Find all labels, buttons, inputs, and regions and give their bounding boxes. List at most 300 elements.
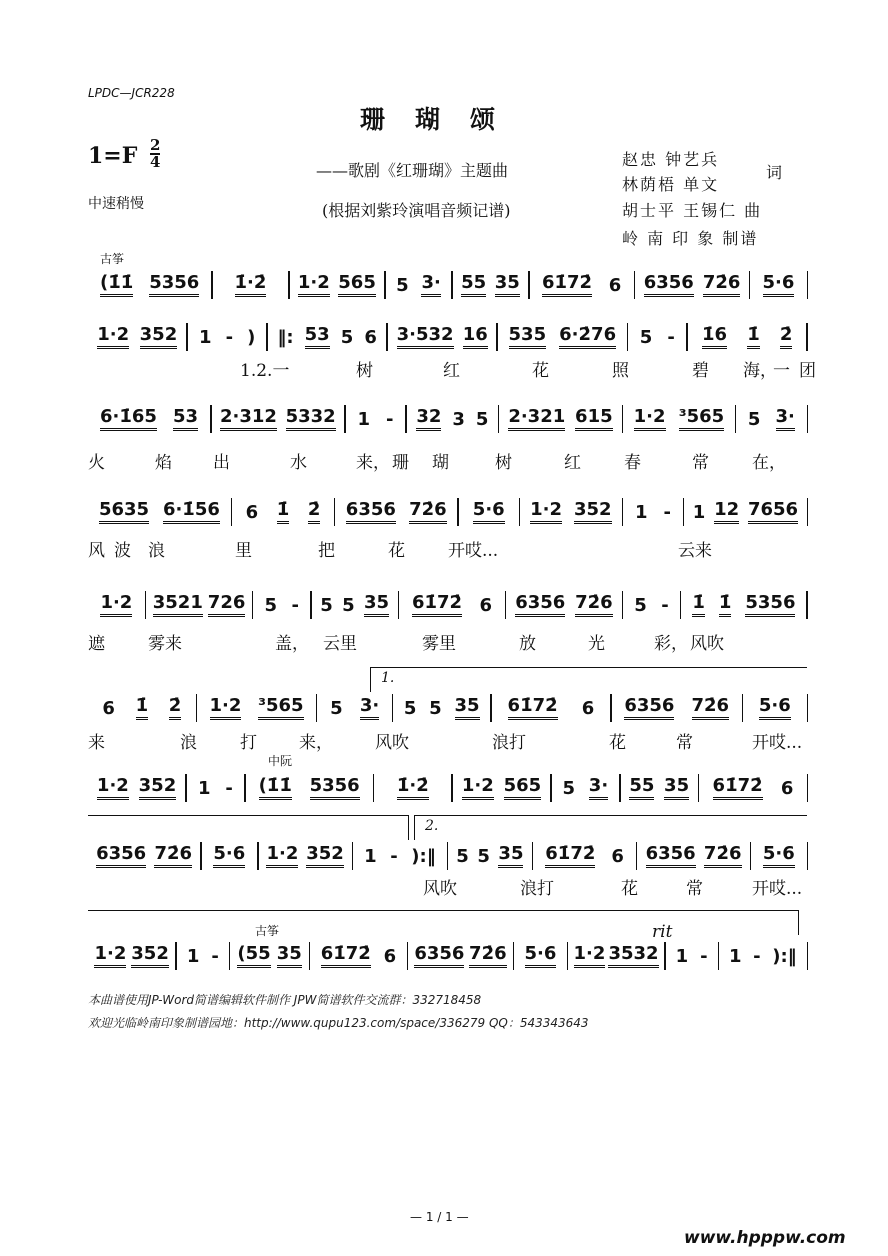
note-group: 352 xyxy=(140,325,178,349)
lyric-syllable: 花 xyxy=(621,879,638,899)
measure xyxy=(637,844,749,868)
site-watermark: www.hpppw.com xyxy=(684,1228,846,1248)
lyric-syllable: 瑚 xyxy=(432,453,449,473)
measure xyxy=(681,593,806,617)
note-group: 55 xyxy=(461,273,486,297)
lyric-syllable: 珊 xyxy=(392,453,409,473)
measure xyxy=(312,593,398,617)
note-group: 6 xyxy=(581,697,595,719)
note-group: 6 xyxy=(608,274,622,296)
lyric-syllable: 在， xyxy=(752,453,786,473)
note-group: 1 xyxy=(692,501,706,523)
note-group: 1 xyxy=(357,408,371,430)
lyric-syllable: 碧 xyxy=(692,361,709,381)
measure xyxy=(213,273,288,297)
lyric-syllable: 团 xyxy=(799,361,816,381)
measure xyxy=(623,502,683,523)
note-group: 35 xyxy=(498,844,523,868)
lyric-syllable: 打 xyxy=(240,733,257,753)
note-group: 2̇ xyxy=(780,325,793,349)
lyric-syllable: 光 xyxy=(588,634,605,654)
barline xyxy=(807,774,809,802)
note-group: 6 xyxy=(102,697,115,719)
measure xyxy=(408,944,513,968)
note-group: 72̇6 xyxy=(575,593,613,617)
tempo-marking: 中速稍慢 xyxy=(88,196,144,212)
measure xyxy=(335,500,457,524)
lyric-syllable: 常 xyxy=(692,453,709,473)
measure xyxy=(684,500,806,524)
measure xyxy=(88,325,186,349)
measure xyxy=(230,944,309,968)
measure xyxy=(88,593,145,617)
measure xyxy=(530,273,634,297)
measure xyxy=(448,844,532,868)
measure xyxy=(506,593,621,617)
lyric-syllable: 浪 xyxy=(148,541,165,561)
note-group: 1·2 xyxy=(97,325,129,349)
note-group: 1·2 xyxy=(97,776,129,800)
note-group: 53 xyxy=(305,325,330,349)
lyric-syllable: 风吹 xyxy=(423,879,457,899)
lyric-syllable: 云里 xyxy=(323,634,357,654)
lyric-syllable: 照 xyxy=(612,361,629,381)
note-group: 2·312 xyxy=(220,407,277,431)
volta-2-bracket xyxy=(414,815,807,840)
note-group: 5·6 xyxy=(759,696,791,720)
measure xyxy=(232,500,333,524)
note-group: - xyxy=(390,845,398,867)
measure xyxy=(498,325,627,349)
measure xyxy=(399,593,505,617)
note-group: - xyxy=(661,594,669,616)
measure xyxy=(621,776,698,800)
measure xyxy=(88,500,231,524)
note-group: 12 xyxy=(714,500,739,524)
note-group: 35 xyxy=(495,273,520,297)
measure xyxy=(253,595,310,616)
footer-software: 本曲谱使用JP-Word简谱编辑软件制作 JPW简谱软件交流群：332718458 xyxy=(88,993,482,1007)
key-signature: 1=F xyxy=(88,143,138,169)
instrument-label-guzheng-2: 古筝 xyxy=(255,924,280,938)
volta-2-label: 2. xyxy=(425,818,439,834)
measure xyxy=(88,407,210,431)
lyric-syllable: 风吹 xyxy=(690,634,724,654)
note-group: 6356 xyxy=(414,944,464,968)
note-group: 1̇·2̇ xyxy=(235,273,267,297)
note-group: 6356 xyxy=(96,844,146,868)
note-group: 1̇ xyxy=(277,500,290,524)
note-group: 615 xyxy=(575,407,613,431)
note-group: 1 xyxy=(675,945,689,967)
lyric-label: 词 xyxy=(766,163,785,182)
note-group: 3· xyxy=(589,776,608,800)
note-group: 35 xyxy=(664,776,689,800)
lyric-syllable: 来， xyxy=(299,733,333,753)
note-group: 53 xyxy=(173,407,198,431)
measure xyxy=(688,325,807,349)
note-group: - xyxy=(291,594,299,616)
note-group: 72̇6 xyxy=(692,696,730,720)
note-group: 1̇ xyxy=(747,325,760,349)
note-group: 6356 xyxy=(644,273,694,297)
note-group: ³565 xyxy=(679,407,724,431)
instrument-label-zhongruan: 中阮 xyxy=(268,754,293,768)
note-group: - xyxy=(225,777,233,799)
score-line xyxy=(88,693,808,723)
note-group: 5 xyxy=(403,697,417,719)
volta-1-label: 1. xyxy=(381,670,395,686)
score-line xyxy=(88,773,808,803)
lyric-syllable: 放 xyxy=(519,634,536,654)
measure xyxy=(259,844,352,868)
note-group: 1 xyxy=(186,945,200,967)
lyric-syllable: 来， xyxy=(356,453,390,473)
measure xyxy=(750,273,806,297)
note-group: 61̇72̇ xyxy=(321,944,371,968)
note-group: 1·2 xyxy=(266,844,298,868)
note-group: 3· xyxy=(421,273,440,297)
instrument-label-guzheng: 古筝 xyxy=(100,252,125,266)
note-group: 1 xyxy=(728,945,742,967)
note-group: 1̇ xyxy=(136,696,149,720)
note-group: - xyxy=(385,408,394,430)
note-group: 72̇6 xyxy=(409,500,447,524)
rit-marking: rit xyxy=(652,922,673,942)
score-code: LPDC—JCR228 xyxy=(88,86,175,100)
barline xyxy=(806,591,808,619)
note-group: 6·1̇56 xyxy=(163,500,220,524)
note-group: 5 xyxy=(747,408,761,430)
barline xyxy=(807,694,809,722)
lyricists-2: 林荫梧 单文 xyxy=(622,175,720,194)
measure xyxy=(628,327,686,348)
note-group: 6356 xyxy=(346,500,396,524)
note-group: 1·2 xyxy=(634,407,666,431)
lyric-syllable: 开哎... xyxy=(448,541,499,561)
lyric-syllable: 红 xyxy=(564,453,581,473)
note-group: - xyxy=(211,945,219,967)
note-group: 72̇6 xyxy=(154,844,192,868)
measure xyxy=(453,273,528,297)
lyric-syllable: 树 xyxy=(356,361,373,381)
subtitle: ——歌剧《红珊瑚》主题曲 xyxy=(316,161,509,180)
note-group: (1̇1̇ xyxy=(259,776,292,800)
note-group: 352 xyxy=(306,844,344,868)
note-group: 61̇72̇ xyxy=(713,776,763,800)
time-signature xyxy=(150,138,160,170)
measure xyxy=(177,946,229,967)
lyric-syllable: 浪 xyxy=(180,733,197,753)
note-group: 61̇72̇ xyxy=(412,593,462,617)
note-group: 5 xyxy=(475,408,489,430)
time-bottom: 4 xyxy=(150,153,161,171)
note-group: 1 xyxy=(199,326,212,348)
note-group: 2·321 xyxy=(508,407,565,431)
transcriber: 岭 南 印 象 制谱 xyxy=(622,229,759,248)
lyric-syllable: 常 xyxy=(686,879,703,899)
measure xyxy=(88,696,196,720)
note-group: 6 xyxy=(780,777,794,799)
note-group: 5 xyxy=(477,845,490,867)
lyric-syllable: 红 xyxy=(443,361,460,381)
note-group: 3·532 xyxy=(397,325,454,349)
note-group: 1̇6 xyxy=(702,325,727,349)
note-group: 5·6 xyxy=(473,500,505,524)
measure xyxy=(393,696,490,720)
lyric-syllable: 盖， xyxy=(275,634,309,654)
note-group: 55 xyxy=(629,776,654,800)
note-group: 6356 xyxy=(515,593,565,617)
measure xyxy=(459,500,519,524)
note-group: 5·6 xyxy=(763,273,795,297)
note-group: (55 xyxy=(237,944,270,968)
lyric-syllable: 浪打 xyxy=(520,879,554,899)
note-group: 3· xyxy=(776,407,795,431)
lyric-syllable: 常 xyxy=(676,733,693,753)
transcription-note: (根据刘紫玲演唱音频记谱) xyxy=(322,201,511,220)
barline xyxy=(806,323,808,351)
note-group: 1̇ xyxy=(692,593,705,617)
note-group: 72̇6 xyxy=(703,273,741,297)
song-title: 珊瑚颂 xyxy=(360,105,526,134)
barline xyxy=(807,942,809,970)
note-group: 1·2 xyxy=(210,696,242,720)
note-group: 3521 xyxy=(153,593,203,617)
note-group: 5 xyxy=(320,594,333,616)
footer-website: 欢迎光临岭南印象制谱园地：http://www.qupu123.com/space/336279 QQ：543343643 xyxy=(88,1016,589,1030)
lyric-syllable: 花 xyxy=(388,541,405,561)
note-group: 3 xyxy=(452,408,465,430)
measure xyxy=(623,407,735,431)
note-group: 5 xyxy=(562,777,576,799)
note-group: 61̇72̇ xyxy=(545,844,595,868)
note-group: 72̇6 xyxy=(704,844,742,868)
note-group: ):‖ xyxy=(772,945,797,967)
lyric-syllable: 花 xyxy=(532,361,549,381)
note-group: - xyxy=(663,501,671,523)
lyric-syllable: 春 xyxy=(624,453,641,473)
note-group: 3532 xyxy=(608,944,658,968)
note-group: 5·6 xyxy=(213,844,245,868)
measure xyxy=(533,844,636,868)
note-group: - xyxy=(225,326,234,348)
measure xyxy=(88,776,185,800)
lyric-syllable: 浪打 xyxy=(492,733,526,753)
note-group: 352 xyxy=(139,776,177,800)
note-group: 5 xyxy=(396,274,409,296)
measure xyxy=(666,946,718,967)
lyric-syllable: 出 xyxy=(213,453,230,473)
measure xyxy=(374,776,451,800)
note-group: 726 xyxy=(208,593,246,617)
note-group: 1·2 xyxy=(462,776,494,800)
lyric-syllable: 遮 xyxy=(88,634,105,654)
lyricists-1: 赵忠 钟艺兵 xyxy=(622,150,720,169)
note-group: 32 xyxy=(416,407,441,431)
note-group: 35 xyxy=(277,944,302,968)
note-group: ³565 xyxy=(258,696,303,720)
note-group: 5·6 xyxy=(525,944,557,968)
note-group: 5 xyxy=(330,697,343,719)
lyric-syllable: 波 xyxy=(114,541,131,561)
note-group: 35 xyxy=(455,696,480,720)
note-group: 5 xyxy=(342,594,355,616)
note-group: 1̇ xyxy=(719,593,732,617)
measure xyxy=(623,595,680,616)
note-group: 5332 xyxy=(286,407,336,431)
note-group: 1̇·2̇ xyxy=(397,776,429,800)
measure xyxy=(212,407,344,431)
measure xyxy=(346,409,406,430)
lyric-syllable: 开哎... xyxy=(752,733,803,753)
page-number: — 1 / 1 — xyxy=(410,1210,469,1224)
measure xyxy=(146,593,252,617)
score-line xyxy=(88,590,808,620)
barline xyxy=(807,271,809,299)
composers: 胡士平 王锡仁 曲 xyxy=(622,201,763,220)
note-group: 2̇ xyxy=(308,500,321,524)
note-group: 5356 xyxy=(745,593,795,617)
measure xyxy=(246,776,373,800)
note-group: 6 xyxy=(245,501,259,523)
note-group: 6 xyxy=(479,594,493,616)
barline xyxy=(807,842,809,870)
note-group: 352 xyxy=(574,500,612,524)
measure xyxy=(88,844,200,868)
note-group: 6·2̇76 xyxy=(559,325,616,349)
measure xyxy=(568,944,664,968)
note-group: 6356 xyxy=(624,696,674,720)
note-group: 565 xyxy=(504,776,542,800)
measure xyxy=(751,844,806,868)
note-group: 5 xyxy=(456,845,469,867)
note-group: 1 xyxy=(364,845,377,867)
measure xyxy=(88,944,175,968)
note-group: 6 xyxy=(611,845,624,867)
note-group: (1̇1̇ xyxy=(100,273,133,297)
note-group: - xyxy=(753,945,761,967)
note-group: 5635 xyxy=(99,500,149,524)
measure xyxy=(353,846,446,867)
measure xyxy=(736,407,806,431)
lyric-syllable: 彩， xyxy=(654,634,688,654)
score-line xyxy=(88,941,808,971)
score-line xyxy=(88,841,808,871)
measure xyxy=(317,696,391,720)
lyric-syllable: 风 xyxy=(88,541,105,561)
note-group: 6 xyxy=(364,326,377,348)
note-group: 1·2 xyxy=(100,593,132,617)
note-group: 5356 xyxy=(149,273,199,297)
note-group: 5·6 xyxy=(763,844,795,868)
measure xyxy=(388,325,497,349)
note-group: 1·2 xyxy=(94,944,126,968)
lyric-syllable: 里 xyxy=(235,541,252,561)
measure xyxy=(188,327,266,348)
lyric-syllable: 树 xyxy=(495,453,512,473)
note-group: 72̇6 xyxy=(469,944,507,968)
score-line xyxy=(88,322,808,352)
note-group: 1·2 xyxy=(298,273,330,297)
measure xyxy=(514,944,566,968)
note-group: 61̇72̇ xyxy=(542,273,592,297)
measure xyxy=(492,696,611,720)
note-group: 1·2 xyxy=(574,944,606,968)
note-group: 5 xyxy=(639,326,653,348)
measure xyxy=(310,944,406,968)
barline xyxy=(807,498,809,526)
measure xyxy=(187,778,245,799)
note-group: 2̇ xyxy=(169,696,182,720)
note-group: - xyxy=(667,326,675,348)
measure xyxy=(743,696,806,720)
measure xyxy=(453,776,550,800)
lyric-syllable: 1.2.一 xyxy=(240,361,290,381)
note-group: 535 xyxy=(509,325,547,349)
score-line xyxy=(88,497,808,527)
note-group: 16 xyxy=(463,325,488,349)
measure xyxy=(699,776,806,800)
measure xyxy=(612,696,742,720)
volta-2-continuation xyxy=(88,910,799,935)
measure xyxy=(386,273,452,297)
note-group: 352 xyxy=(131,944,169,968)
note-group: 5 xyxy=(340,326,354,348)
measure xyxy=(520,500,621,524)
measure xyxy=(499,407,621,431)
note-group: 6 xyxy=(383,945,397,967)
note-group: 1 xyxy=(634,501,648,523)
note-group: 35 xyxy=(364,593,389,617)
measure xyxy=(407,407,498,431)
lyric-syllable: 来 xyxy=(88,733,105,753)
lyric-syllable: 开哎... xyxy=(752,879,803,899)
measure xyxy=(88,273,211,297)
note-group: 6·1̇65 xyxy=(100,407,157,431)
lyric-syllable: 雾里 xyxy=(422,634,456,654)
measure xyxy=(197,696,316,720)
lyric-syllable: 水 xyxy=(290,453,307,473)
score-line xyxy=(88,404,808,434)
note-group: 61̇72̇ xyxy=(508,696,558,720)
volta-1-continuation xyxy=(88,815,409,840)
lyric-syllable: 花 xyxy=(609,733,626,753)
note-group: 5 xyxy=(634,594,647,616)
lyric-syllable: 雾来 xyxy=(148,634,182,654)
note-group: ):‖ xyxy=(411,845,436,867)
note-group: 1·2 xyxy=(530,500,562,524)
lyric-syllable: 焰 xyxy=(155,453,172,473)
note-group: 5 xyxy=(264,594,278,616)
lyric-syllable: 海， xyxy=(743,361,777,381)
measure xyxy=(552,776,619,800)
measure xyxy=(290,273,385,297)
note-group: 565 xyxy=(338,273,376,297)
note-group: 1 xyxy=(198,777,211,799)
note-group: 5356 xyxy=(310,776,360,800)
measure xyxy=(635,273,749,297)
time-top: 2 xyxy=(150,136,161,154)
lyric-syllable: 云来 xyxy=(678,541,712,561)
measure xyxy=(268,325,387,349)
lyric-syllable: 风吹 xyxy=(375,733,409,753)
note-group: 3· xyxy=(360,696,379,720)
barline xyxy=(807,405,809,433)
note-group: 7656 xyxy=(748,500,798,524)
note-group: 6356 xyxy=(646,844,696,868)
lyric-syllable: 把 xyxy=(318,541,335,561)
